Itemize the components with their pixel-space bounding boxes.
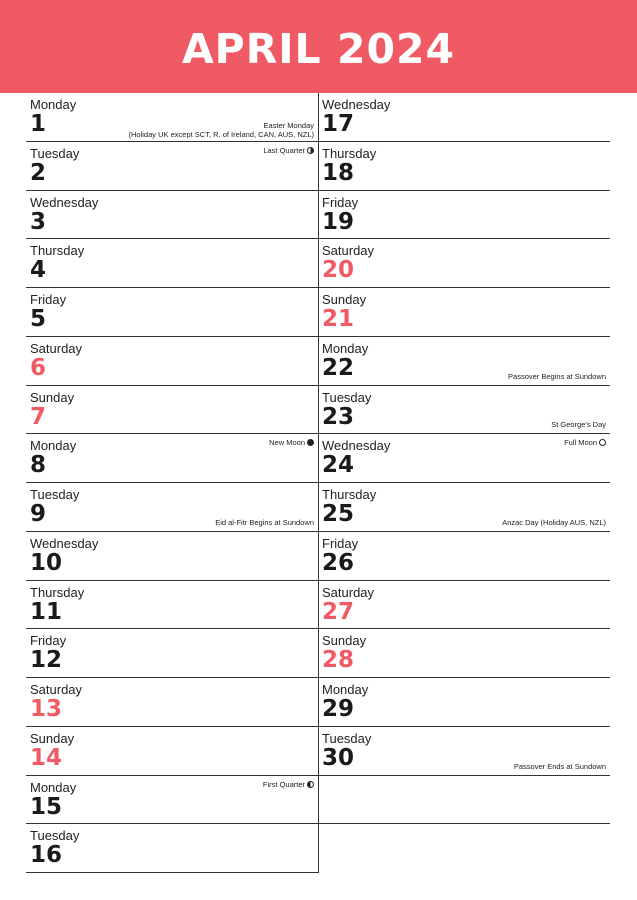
day-cell (318, 532, 610, 581)
day-of-week: Tuesday (30, 487, 80, 502)
day-cell (26, 239, 318, 288)
day-cell (318, 239, 610, 288)
day-note: New Moon (269, 438, 314, 447)
day-number: 10 (30, 549, 63, 576)
day-number: 17 (322, 111, 355, 137)
day-cell (318, 434, 610, 483)
day-cell (318, 191, 610, 240)
day-cell (318, 581, 610, 630)
day-number: 12 (30, 647, 63, 674)
day-of-week: Tuesday (30, 145, 80, 161)
day-number: 25 (322, 501, 355, 527)
new-moon-icon (307, 439, 314, 446)
day-of-week: Sunday (322, 292, 367, 307)
day-cell (318, 288, 610, 337)
day-note: First Quarter (263, 780, 314, 789)
left-column (26, 93, 318, 873)
day-note: Full Moon (564, 438, 606, 447)
day-cell (26, 532, 318, 581)
day-note: Last Quarter (263, 146, 314, 155)
day-number: 21 (322, 306, 355, 332)
day-number: 8 (30, 452, 47, 479)
day-of-week: Tuesday (322, 730, 372, 746)
day-of-week: Sunday (30, 389, 75, 405)
day-note: Passover Begins at Sundown (508, 371, 606, 381)
day-cell (318, 386, 610, 435)
day-cell (26, 434, 318, 483)
day-number: 19 (322, 208, 355, 235)
day-of-week: Sunday (322, 633, 367, 649)
day-note: Easter Monday (Holiday UK except SCT, R. of Ireland, CAN, AUS, NZL) (128, 121, 314, 139)
day-number: 15 (30, 793, 63, 820)
day-cell (26, 288, 318, 337)
day-cell (26, 386, 318, 435)
day-cell (318, 483, 610, 532)
day-number: 29 (322, 696, 355, 722)
day-of-week: Monday (322, 340, 369, 356)
day-number: 16 (30, 842, 63, 869)
day-note: St George's Day (551, 420, 606, 430)
day-of-week: Monday (30, 779, 77, 795)
day-of-week: Wednesday (30, 535, 99, 551)
right-column (318, 93, 610, 873)
day-number: 18 (322, 159, 355, 186)
day-of-week: Saturday (30, 340, 83, 356)
day-of-week: Sunday (30, 730, 75, 746)
day-cell (26, 727, 318, 776)
day-of-week: Tuesday (322, 389, 372, 405)
day-number: 7 (30, 403, 47, 430)
day-of-week: Wednesday (322, 97, 391, 112)
day-number: 22 (322, 354, 355, 381)
day-of-week: Wednesday (30, 194, 99, 210)
day-of-week: Wednesday (322, 438, 391, 454)
day-number: 1 (30, 111, 47, 137)
day-cell (318, 629, 610, 678)
day-of-week: Friday (30, 633, 67, 649)
day-number: 26 (322, 549, 355, 576)
last-moon-icon (307, 147, 314, 154)
day-number: 5 (30, 306, 47, 332)
day-cell (26, 776, 318, 825)
day-number: 28 (322, 647, 355, 674)
day-cell (26, 629, 318, 678)
day-note: Eid al-Fitr Begins at Sundown (215, 517, 314, 527)
day-number: 9 (30, 501, 47, 527)
day-number: 11 (30, 598, 63, 625)
day-of-week: Saturday (322, 243, 375, 259)
day-cell (26, 93, 318, 142)
full-moon-icon (599, 439, 606, 446)
day-number: 13 (30, 696, 63, 722)
day-cell (26, 142, 318, 191)
day-cell (318, 727, 610, 776)
day-number: 2 (30, 159, 47, 186)
day-number: 4 (30, 257, 47, 284)
day-of-week: Saturday (30, 682, 83, 697)
day-cell (26, 337, 318, 386)
day-of-week: Thursday (322, 145, 377, 161)
day-cell (318, 776, 610, 825)
day-cell (26, 191, 318, 240)
month-title: APRIL 2024 (181, 24, 456, 73)
day-cell (318, 678, 610, 727)
day-of-week: Monday (322, 682, 369, 697)
day-number: 24 (322, 452, 355, 479)
day-cell (318, 142, 610, 191)
day-of-week: Friday (322, 535, 359, 551)
day-note: Passover Ends at Sundown (513, 761, 606, 771)
day-number: 30 (322, 744, 355, 771)
day-note: Anzac Day (Holiday AUS, NZL) (502, 517, 606, 527)
day-of-week: Tuesday (30, 828, 80, 844)
day-of-week: Monday (30, 97, 77, 112)
row-divider (26, 872, 318, 873)
day-cell (26, 581, 318, 630)
day-cell (26, 824, 318, 873)
day-cell (26, 483, 318, 532)
day-of-week: Thursday (30, 584, 85, 600)
day-of-week: Thursday (30, 243, 85, 259)
day-cell (318, 337, 610, 386)
day-of-week: Thursday (322, 487, 377, 502)
column-divider (318, 93, 319, 873)
day-cell (26, 678, 318, 727)
day-number: 27 (322, 598, 355, 625)
day-number: 14 (30, 744, 63, 771)
day-number: 6 (30, 354, 47, 381)
day-of-week: Saturday (322, 584, 375, 600)
day-number: 3 (30, 208, 47, 235)
day-of-week: Monday (30, 438, 77, 454)
first-moon-icon (307, 781, 314, 788)
day-cell (318, 824, 610, 873)
calendar-header (0, 0, 637, 93)
day-number: 23 (322, 403, 355, 430)
day-cell (318, 93, 610, 142)
day-number: 20 (322, 257, 355, 284)
day-of-week: Friday (30, 292, 67, 307)
day-of-week: Friday (322, 194, 359, 210)
